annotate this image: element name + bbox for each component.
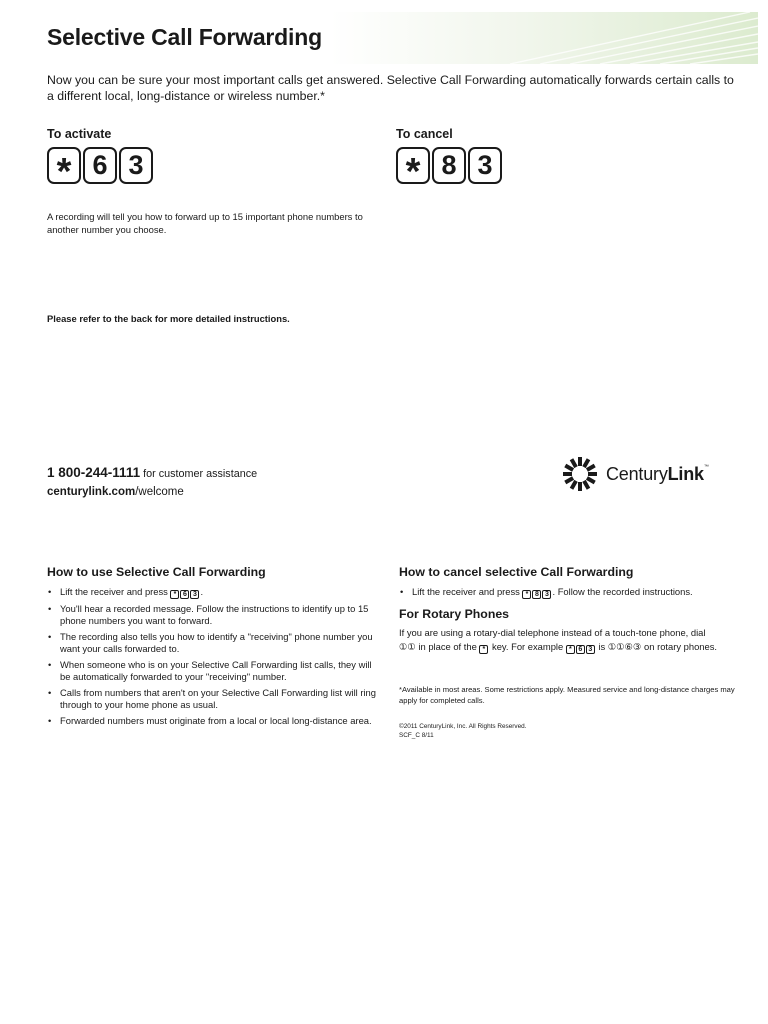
how-to-cancel-list bbox=[399, 586, 739, 603]
key-3: 3 bbox=[468, 147, 502, 184]
list-item: • Calls from numbers that aren't on your Selective Call Forwarding list will ring through to your home phone as usual. bbox=[47, 687, 377, 711]
star-key-icon: * bbox=[479, 645, 488, 654]
refer-note: Please refer to the back for more detailed instructions. bbox=[47, 313, 290, 324]
website-domain: centurylink.com bbox=[47, 486, 136, 498]
dial-example: ①①⑥③ bbox=[607, 641, 642, 652]
list-item: • Forwarded numbers must originate from a local or local long-distance area. bbox=[47, 715, 377, 727]
how-to-use-heading: How to use Selective Call Forwarding bbox=[47, 565, 266, 579]
key-6-icon: 6 bbox=[576, 645, 585, 654]
contact-website[interactable] bbox=[47, 486, 184, 498]
recording-note: A recording will tell you how to forward up to 15 important phone numbers to another number you choose. bbox=[47, 211, 363, 235]
green-stripes-graphic bbox=[330, 12, 758, 64]
phone-suffix: for customer assistance bbox=[140, 468, 258, 480]
key-6-icon: 6 bbox=[180, 590, 189, 599]
key-star: * bbox=[47, 147, 81, 184]
list-item: • You'll hear a recorded message. Follow the instructions to identify up to 15 phone numbers you want to forward. bbox=[47, 603, 377, 627]
centurylink-logo bbox=[562, 456, 709, 492]
key-3-icon: 3 bbox=[586, 645, 595, 654]
key-3: 3 bbox=[119, 147, 153, 184]
website-path: /welcome bbox=[135, 486, 184, 498]
intro-text: Now you can be sure your most important calls get answered. Selective Call Forwarding automatically forwards certain calls to a different local, long-distance or wireless number.* bbox=[47, 73, 734, 103]
contact-phone bbox=[47, 465, 257, 480]
key-3-icon: 3 bbox=[542, 590, 551, 599]
availability-note: *Available in most areas. Some restrictions apply. Measured service and long-distance charges may apply for completed calls. bbox=[399, 685, 735, 705]
star-key-icon: * bbox=[170, 590, 179, 599]
rotary-text: If you are using a rotary-dial telephone instead of a touch-tone phone, dial ①① in place of the * key. For example * 6 3 is ①①⑥③ on rotary phones. bbox=[399, 627, 718, 653]
how-to-cancel-heading: How to cancel selective Call Forwarding bbox=[399, 565, 634, 579]
dial-sub: ①① bbox=[399, 641, 416, 652]
key-8-icon: 8 bbox=[532, 590, 541, 599]
form-code: SCF_C 8/11 bbox=[399, 732, 434, 739]
key-star: * bbox=[396, 147, 430, 184]
list-item: • Lift the receiver and press * 8 3 . Follow the recorded instructions. bbox=[399, 586, 739, 599]
activate-label: To activate bbox=[47, 127, 112, 141]
list-item: • The recording also tells you how to identify a "receiving" phone number you want your calls forwarded to. bbox=[47, 631, 377, 655]
key-6: 6 bbox=[83, 147, 117, 184]
list-item: • Lift the receiver and press * 6 3 . bbox=[47, 586, 377, 599]
star-key-icon: * bbox=[566, 645, 575, 654]
cancel-code bbox=[396, 147, 502, 193]
logo-wordmark: CenturyLink™ bbox=[606, 463, 709, 484]
header-decoration bbox=[330, 12, 758, 64]
cancel-label: To cancel bbox=[396, 127, 453, 141]
copyright: ©2011 CenturyLink, Inc. All Rights Reserved. SCF_C 8/11 bbox=[399, 723, 527, 739]
how-to-use-list bbox=[47, 586, 377, 731]
key-3-icon: 3 bbox=[190, 590, 199, 599]
list-item: • When someone who is on your Selective Call Forwarding list calls, they will be automatically forwarded to your "receiving" number. bbox=[47, 659, 377, 683]
page-title: Selective Call Forwarding bbox=[47, 24, 322, 50]
sunburst-icon bbox=[562, 456, 598, 492]
phone-number: 1 800-244-1111 bbox=[47, 465, 141, 480]
activate-code bbox=[47, 147, 153, 193]
star-key-icon: * bbox=[522, 590, 531, 599]
rotary-heading: For Rotary Phones bbox=[399, 607, 510, 621]
key-8: 8 bbox=[432, 147, 466, 184]
